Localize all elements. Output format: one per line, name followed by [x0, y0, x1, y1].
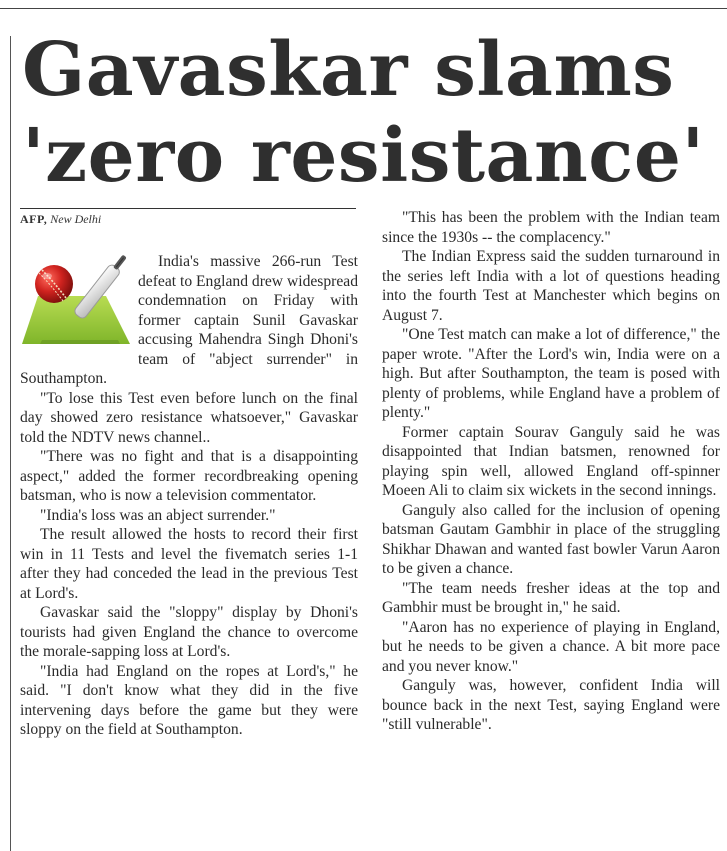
paragraph: "There was no fight and that is a disappointing aspect," added the former recordbreaking opening batsman, who is now a television commentator. — [20, 448, 358, 504]
paragraph: "India's loss was an abject surrender." — [40, 506, 276, 524]
headline-line-2: 'zero resistance' — [22, 113, 705, 199]
cricket-ball-and-bat-icon — [20, 252, 132, 348]
byline-agency: AFP, — [20, 212, 48, 226]
paragraph: Former captain Sourav Ganguly said he was disappointed that Indian batsmen, renowned for playing spin well, allowed England off-spinner Moeen Ali to claim six wickets in the second innings. — [382, 423, 720, 499]
paragraph: Gavaskar said the "sloppy" display by Dhoni's tourists had given England the chance to overcome the morale-sapping loss at Lord's. — [20, 604, 358, 660]
paragraph: "India had England on the ropes at Lord's," he said. "I don't know what they did in the five intervening days before the game but they were sloppy on the field at Southampton. — [20, 662, 358, 738]
paragraph: "Aaron has no experience of playing in England, but he needs to be given a chance. A bit more pace and you never know." — [382, 618, 720, 675]
byline-place: New Delhi — [50, 212, 102, 226]
paragraph: Ganguly also called for the inclusion of opening batsman Gautam Gambhir in place of the struggling Shikhar Dhawan and wanted fast bowler Varun Aaron to be given a chance. — [382, 501, 720, 577]
paragraph: "The team needs fresher ideas at the top and Gambhir must be brought in," he said. — [382, 579, 720, 616]
paragraph: India's massive 266-run Test defeat to England drew widespread condemnation on Friday with former captain Sunil Gavaskar accusing Mahendra Singh Dhoni's team of "abject surrender" in Southampton. — [20, 253, 358, 387]
byline-rule — [20, 208, 356, 209]
byline — [20, 212, 101, 227]
article-column-right — [382, 208, 720, 735]
column-rule-left — [10, 36, 11, 851]
paragraph: The Indian Express said the sudden turnaround in the series left India with a lot of questions heading into the fourth Test at Manchester which begins on August 7. — [382, 248, 720, 324]
paragraph: Ganguly was, however, confident India will bounce back in the next Test, saying England were "still vulnerable". — [382, 677, 720, 733]
paragraph: The result allowed the hosts to record their first win in 11 Tests and level the fivematch series 1-1 after they had conceded the lead in the previous Test at Lord's. — [20, 526, 358, 602]
page-edge — [722, 36, 727, 851]
headline-line-1: Gavaskar slams — [22, 27, 675, 113]
paragraph: "This has been the problem with the Indian team since the 1930s -- the complacency." — [382, 209, 720, 246]
article-column-left — [20, 252, 358, 740]
top-rule — [0, 8, 727, 9]
paragraph: "One Test match can make a lot of difference," the paper wrote. "After the Lord's win, India were on a high. But after Southampton, the team is posed with plenty of problems, while England have a problem of plenty." — [382, 326, 720, 421]
paragraph: "To lose this Test even before lunch on the final day showed zero resistance whatsoever," Gavaskar told the NDTV news channel.. — [20, 389, 358, 446]
